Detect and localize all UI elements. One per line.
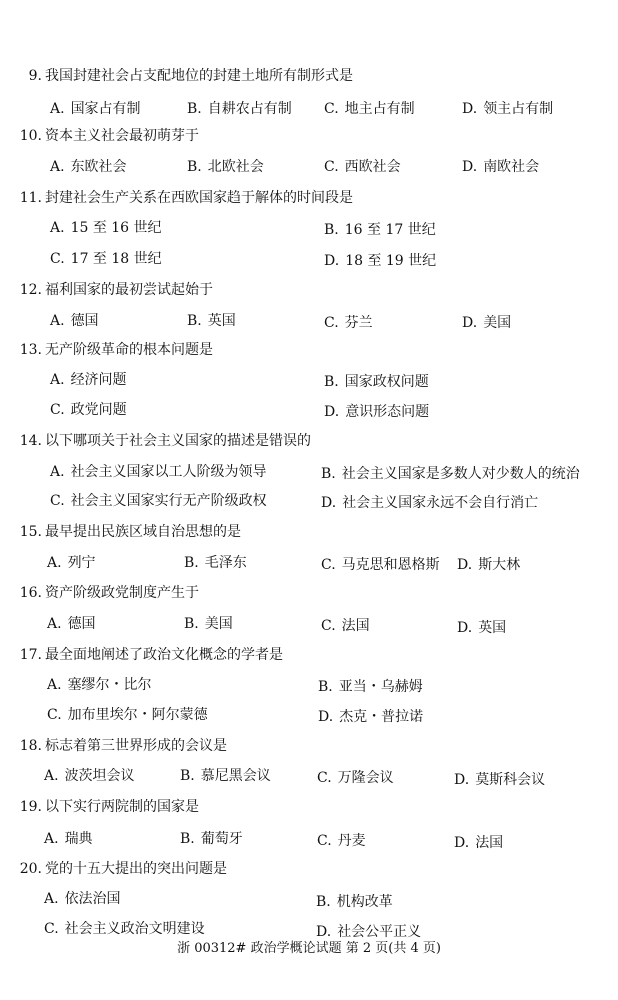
option-b: [184, 553, 247, 573]
option-letter: D.: [462, 101, 478, 117]
question-stem: [0, 126, 600, 146]
option-a: [44, 889, 121, 909]
question-number: 17.: [19, 647, 42, 663]
question-text: 无产阶级革命的根本问题是: [45, 342, 213, 358]
question-number: 16.: [19, 585, 42, 601]
option-letter: C.: [324, 315, 339, 331]
question-stem: [0, 66, 600, 86]
option-a: [50, 311, 99, 331]
question-text: 资本主义社会最初萌芽于: [45, 128, 199, 144]
option-c: [324, 157, 401, 177]
option-letter: A.: [44, 831, 59, 847]
option-text: 领主占有制: [483, 101, 554, 117]
option-text: 法国: [341, 618, 370, 634]
option-c: [317, 831, 366, 851]
option-text: 美国: [483, 315, 512, 331]
option-text: 德国: [70, 313, 99, 329]
option-text: 亚当・乌赫姆: [338, 679, 423, 695]
option-d: [457, 618, 506, 638]
option-text: 波茨坦会议: [64, 768, 135, 784]
option-text: 社会主义国家实行无产阶级政权: [70, 493, 267, 509]
option-b: [180, 829, 243, 849]
option-letter: A.: [50, 101, 65, 117]
option-text: 国家政权问题: [344, 374, 429, 390]
question-number: 14.: [19, 433, 42, 449]
option-c: [50, 491, 267, 511]
option-letter: D.: [462, 315, 478, 331]
option-c: [324, 99, 415, 119]
question-stem: [0, 522, 600, 542]
option-text: 16 至 17 世纪: [344, 222, 436, 238]
option-a: [50, 157, 127, 177]
option-letter: C.: [44, 921, 59, 937]
option-text: 15 至 16 世纪: [70, 220, 162, 236]
option-d: [321, 493, 538, 513]
option-letter: A.: [44, 768, 59, 784]
option-text: 瑞典: [64, 831, 93, 847]
option-c: [44, 919, 205, 939]
option-text: 北欧社会: [207, 159, 264, 175]
option-text: 德国: [67, 616, 96, 632]
option-text: 社会主义国家永远不会自行消亡: [342, 495, 539, 511]
option-letter: B.: [321, 466, 336, 482]
option-b: [316, 892, 393, 912]
option-text: 东欧社会: [70, 159, 127, 175]
option-letter: C.: [50, 402, 65, 418]
option-text: 斯大林: [478, 557, 521, 573]
option-text: 意识形态问题: [345, 404, 430, 420]
option-text: 马克思和恩格斯: [341, 557, 440, 573]
option-letter: D.: [318, 709, 334, 725]
question-text: 最全面地阐述了政治文化概念的学者是: [45, 647, 283, 663]
option-text: 万隆会议: [337, 770, 394, 786]
option-letter: D.: [457, 557, 473, 573]
option-letter: A.: [50, 313, 65, 329]
option-text: 葡萄牙: [200, 831, 243, 847]
option-text: 机构改革: [336, 894, 393, 910]
option-letter: C.: [324, 159, 339, 175]
question-number: 18.: [19, 738, 42, 754]
option-d: [454, 770, 545, 790]
option-text: 英国: [478, 620, 507, 636]
option-letter: A.: [47, 677, 62, 693]
option-letter: A.: [50, 372, 65, 388]
option-text: 芬兰: [344, 315, 373, 331]
option-text: 政党问题: [70, 402, 127, 418]
option-text: 地主占有制: [344, 101, 415, 117]
option-letter: A.: [50, 220, 65, 236]
option-letter: A.: [50, 464, 65, 480]
option-b: [187, 99, 292, 119]
question-text: 最早提出民族区域自治思想的是: [45, 524, 241, 540]
option-a: [50, 218, 162, 238]
option-b: [324, 220, 436, 240]
option-text: 毛泽东: [204, 555, 247, 571]
option-letter: A.: [47, 616, 62, 632]
question-stem: [0, 859, 600, 879]
option-text: 塞缪尔・比尔: [67, 677, 152, 693]
option-letter: D.: [454, 772, 470, 788]
option-d: [462, 313, 511, 333]
option-a: [47, 614, 96, 634]
option-c: [50, 400, 127, 420]
option-d: [454, 833, 503, 853]
option-letter: B.: [184, 555, 199, 571]
question-stem: [0, 280, 600, 300]
option-b: [324, 372, 429, 392]
option-text: 加布里埃尔・阿尔蒙德: [67, 707, 208, 723]
option-letter: B.: [318, 679, 333, 695]
question-stem: [0, 188, 600, 208]
option-letter: B.: [187, 159, 202, 175]
option-a: [50, 370, 127, 390]
option-c: [317, 768, 394, 788]
option-a: [47, 553, 96, 573]
option-d: [457, 555, 520, 575]
question-text: 资产阶级政党制度产生于: [45, 585, 199, 601]
page-footer: 浙 00312# 政治学概论试题 第 2 页(共 4 页): [177, 941, 441, 956]
option-letter: D.: [457, 620, 473, 636]
option-letter: D.: [321, 495, 337, 511]
option-letter: C.: [47, 707, 62, 723]
option-d: [324, 402, 429, 422]
question-text: 我国封建社会占支配地位的封建土地所有制形式是: [45, 68, 353, 84]
option-d: [316, 922, 421, 942]
question-text: 以下哪项关于社会主义国家的描述是错误的: [45, 433, 311, 449]
question-number: 10.: [19, 128, 42, 144]
option-c: [50, 249, 162, 269]
option-text: 自耕农占有制: [207, 101, 292, 117]
option-c: [324, 313, 373, 333]
option-a: [50, 462, 267, 482]
question-text: 福利国家的最初尝试起始于: [45, 282, 213, 298]
option-a: [50, 99, 141, 119]
option-letter: A.: [50, 159, 65, 175]
option-text: 社会主义国家以工人阶级为领导: [70, 464, 267, 480]
option-c: [47, 705, 208, 725]
question-text: 党的十五大提出的突出问题是: [45, 861, 227, 877]
question-text: 封建社会生产关系在西欧国家趋于解体的时间段是: [45, 190, 353, 206]
option-text: 社会主义政治文明建设: [64, 921, 205, 937]
option-letter: D.: [324, 404, 340, 420]
option-a: [44, 829, 93, 849]
option-c: [321, 555, 440, 575]
question-text: 以下实行两院制的国家是: [45, 799, 199, 815]
option-letter: C.: [321, 618, 336, 634]
option-d: [462, 157, 539, 177]
question-number: 20.: [19, 861, 42, 877]
option-text: 社会公平正义: [337, 924, 422, 940]
option-b: [318, 677, 423, 697]
option-text: 社会主义国家是多数人对少数人的统治: [341, 466, 580, 482]
option-text: 18 至 19 世纪: [345, 253, 437, 269]
question-stem: [0, 797, 600, 817]
option-b: [184, 614, 233, 634]
option-text: 莫斯科会议: [475, 772, 546, 788]
option-text: 慕尼黑会议: [200, 768, 271, 784]
option-letter: C.: [50, 251, 65, 267]
option-letter: C.: [50, 493, 65, 509]
option-letter: D.: [324, 253, 340, 269]
option-letter: B.: [180, 831, 195, 847]
question-number: 11.: [19, 190, 42, 206]
option-b: [321, 464, 580, 484]
option-letter: D.: [454, 835, 470, 851]
question-stem: [0, 645, 600, 665]
question-number: 15.: [19, 524, 42, 540]
option-b: [187, 157, 264, 177]
option-letter: B.: [184, 616, 199, 632]
option-text: 杰克・普拉诺: [339, 709, 424, 725]
option-letter: B.: [187, 313, 202, 329]
option-c: [321, 616, 370, 636]
question-stem: [0, 340, 600, 360]
option-text: 丹麦: [337, 833, 366, 849]
option-letter: B.: [187, 101, 202, 117]
option-text: 列宁: [67, 555, 96, 571]
question-text: 标志着第三世界形成的会议是: [45, 738, 227, 754]
option-letter: D.: [462, 159, 478, 175]
option-letter: C.: [324, 101, 339, 117]
option-letter: B.: [316, 894, 331, 910]
question-number: 19.: [19, 799, 42, 815]
option-text: 国家占有制: [70, 101, 141, 117]
question-stem: [0, 736, 600, 756]
option-text: 英国: [207, 313, 236, 329]
question-stem: [0, 431, 600, 451]
option-d: [318, 707, 423, 727]
option-text: 南欧社会: [483, 159, 540, 175]
question-number: 12.: [19, 282, 42, 298]
question-number: 9.: [28, 68, 42, 84]
option-letter: C.: [321, 557, 336, 573]
option-d: [462, 99, 553, 119]
option-text: 经济问题: [70, 372, 127, 388]
option-text: 17 至 18 世纪: [70, 251, 162, 267]
option-b: [187, 311, 236, 331]
option-text: 美国: [204, 616, 233, 632]
option-text: 西欧社会: [344, 159, 401, 175]
option-letter: B.: [324, 222, 339, 238]
option-letter: B.: [180, 768, 195, 784]
option-letter: C.: [317, 770, 332, 786]
option-a: [44, 766, 135, 786]
option-letter: A.: [47, 555, 62, 571]
option-letter: B.: [324, 374, 339, 390]
option-b: [180, 766, 271, 786]
question-stem: [0, 583, 600, 603]
option-letter: A.: [44, 891, 59, 907]
option-letter: D.: [316, 924, 332, 940]
option-text: 依法治国: [64, 891, 121, 907]
option-a: [47, 675, 152, 695]
option-d: [324, 251, 436, 271]
question-number: 13.: [19, 342, 42, 358]
option-letter: C.: [317, 833, 332, 849]
option-text: 法国: [475, 835, 504, 851]
